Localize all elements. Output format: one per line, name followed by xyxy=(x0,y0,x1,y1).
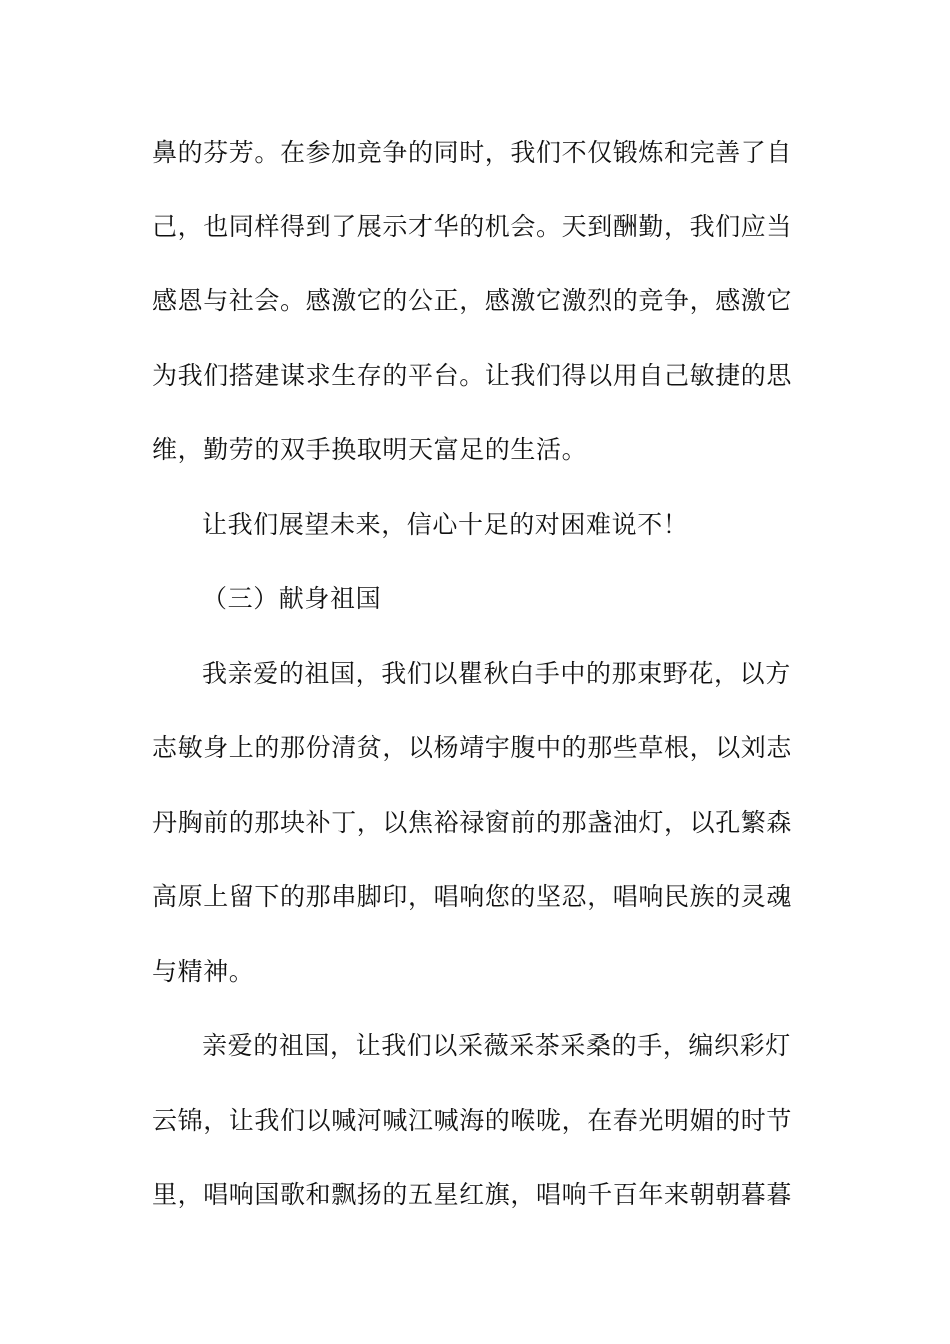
paragraph-line: 与精神。 xyxy=(152,957,255,986)
paragraph-line: 丹胸前的那块补丁，以焦裕禄窗前的那盏油灯，以孔繁森 xyxy=(152,808,793,837)
paragraph-line: 己，也同样得到了展示才华的机会。天到酬勤，我们应当 xyxy=(152,212,793,241)
paragraph-line: 感恩与社会。感激它的公正，感激它激烈的竞争，感激它 xyxy=(152,286,793,315)
paragraph-line: 里，唱响国歌和飘扬的五星红旗，唱响千百年来朝朝暮暮 xyxy=(152,1180,793,1209)
paragraph-line: 志敏身上的那份清贫，以杨靖宇腹中的那些草根，以刘志 xyxy=(152,733,793,762)
paragraph-line: 亲爱的祖国，让我们以采薇采茶采桑的手，编织彩灯 xyxy=(202,1031,791,1060)
paragraph-line: 高原上留下的那串脚印，唱响您的坚忍，唱响民族的灵魂 xyxy=(152,882,793,911)
paragraph-line: 维，勤劳的双手换取明天富足的生活。 xyxy=(152,435,588,464)
section-heading: （三）献身祖国 xyxy=(202,584,382,613)
paragraph-line: 为我们搭建谋求生存的平台。让我们得以用自己敏捷的思 xyxy=(152,361,793,390)
paragraph-line: 让我们展望未来，信心十足的对困难说不！ xyxy=(202,510,689,539)
paragraph-line: 云锦，让我们以喊河喊江喊海的喉咙，在春光明媚的时节 xyxy=(152,1106,793,1135)
paragraph-line: 我亲爱的祖国，我们以瞿秋白手中的那束野花，以方 xyxy=(202,659,791,688)
paragraph-line: 鼻的芬芳。在参加竞争的同时，我们不仅锻炼和完善了自 xyxy=(152,138,793,167)
